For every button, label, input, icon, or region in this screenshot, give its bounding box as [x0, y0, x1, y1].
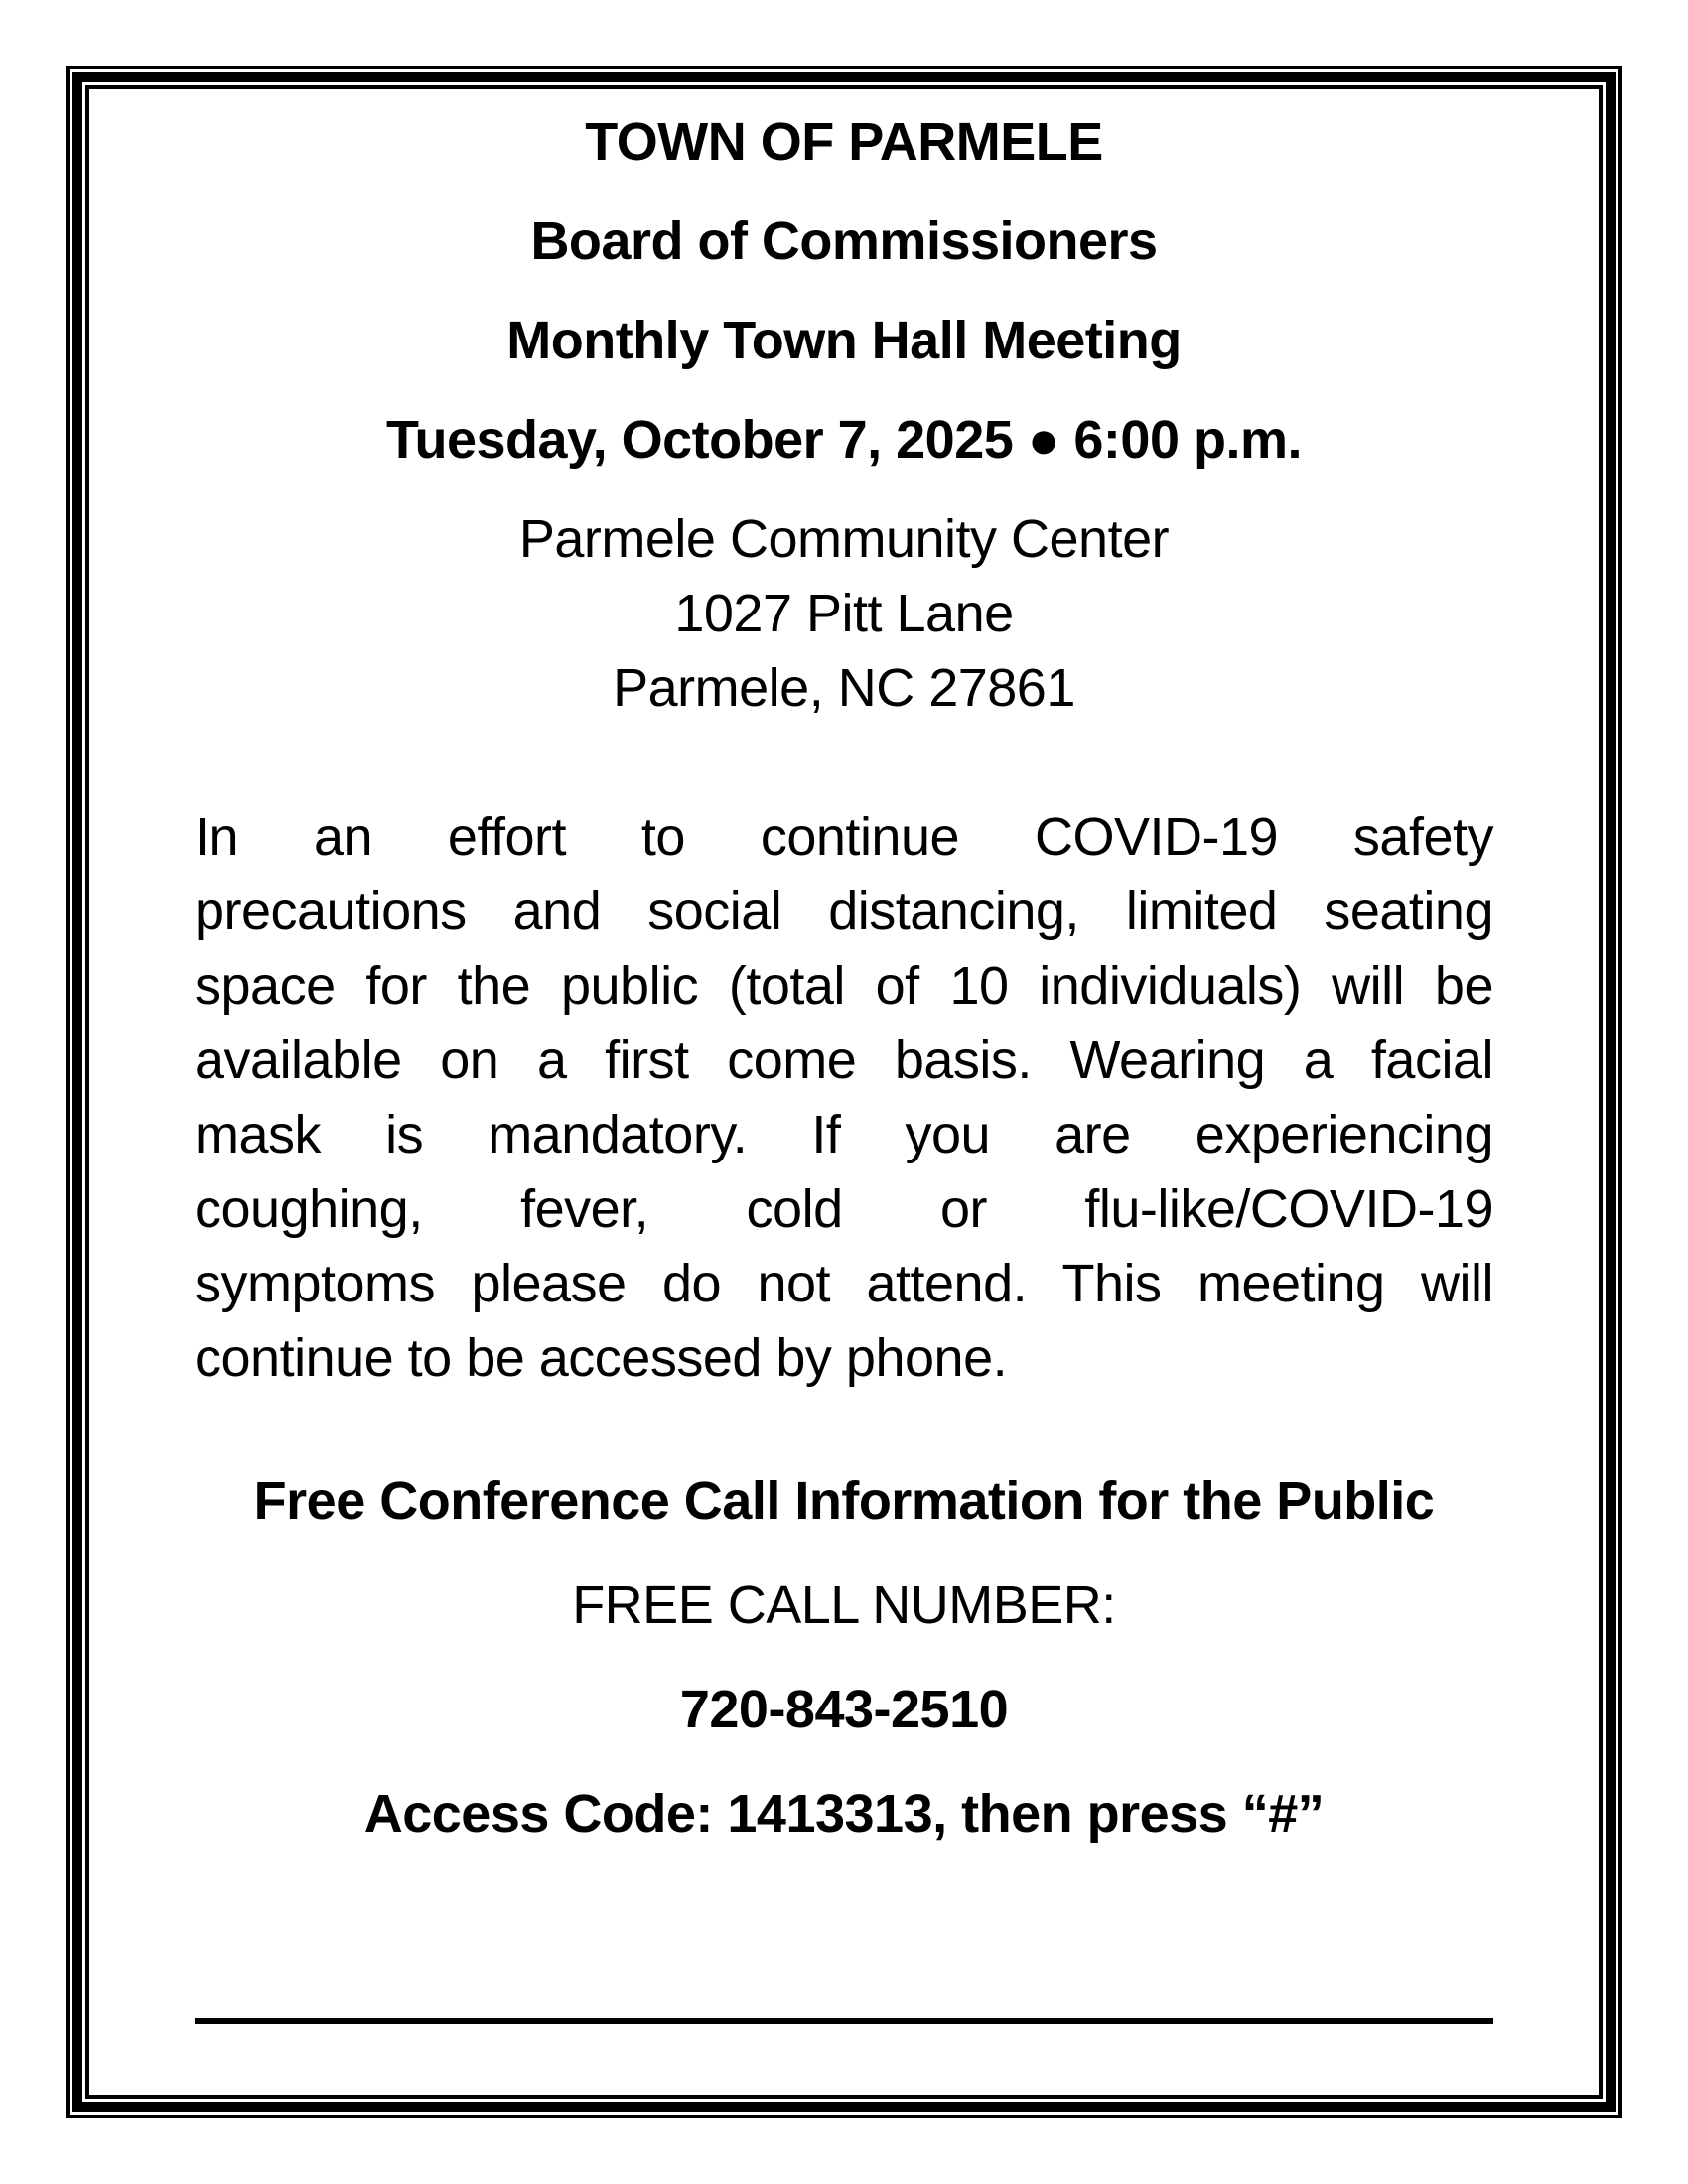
covid-notice-paragraph [195, 800, 1493, 1396]
subtitle-board-of-commissioners: Board of Commissioners [530, 211, 1158, 271]
notice-line: In an effort to continue COVID-19 safety [195, 807, 1493, 867]
conference-call-heading: Free Conference Call Information for the Public [253, 1471, 1435, 1531]
venue-name: Parmele Community Center [518, 509, 1170, 569]
notice-line: available on a first come basis. Wearing a facial [195, 1030, 1493, 1090]
venue-address-block [195, 502, 1493, 726]
notice-line: coughing, fever, cold or flu-like/COVID-19 [195, 1179, 1493, 1239]
page-border-middle [72, 72, 1616, 2112]
page-border-outer [66, 66, 1622, 2118]
free-call-number: 720-843-2510 [679, 1680, 1009, 1739]
notice-line: precautions and social distancing, limited seating [195, 882, 1493, 941]
signature-rule [195, 2018, 1493, 2024]
page-border-inner [85, 85, 1603, 2099]
page-title: TOWN OF PARMELE [585, 112, 1103, 172]
notice-line: mask is mandatory. If you are experiencing [195, 1105, 1493, 1164]
venue-city-state-zip: Parmele, NC 27861 [613, 658, 1075, 718]
access-code-line: Access Code: 1413313, then press “#” [363, 1784, 1325, 1843]
subtitle-monthly-town-hall-meeting: Monthly Town Hall Meeting [506, 311, 1182, 370]
notice-line: continue to be accessed by phone. [195, 1328, 1008, 1388]
venue-street: 1027 Pitt Lane [674, 584, 1014, 643]
meeting-datetime: Tuesday, October 7, 2025 ● 6:00 p.m. [386, 410, 1302, 470]
flyer-content [89, 89, 1599, 2095]
notice-line: space for the public (total of 10 individuals) will be [195, 956, 1493, 1016]
notice-line: symptoms please do not attend. This meeting will [195, 1254, 1493, 1313]
free-call-number-label: FREE CALL NUMBER: [572, 1575, 1116, 1635]
